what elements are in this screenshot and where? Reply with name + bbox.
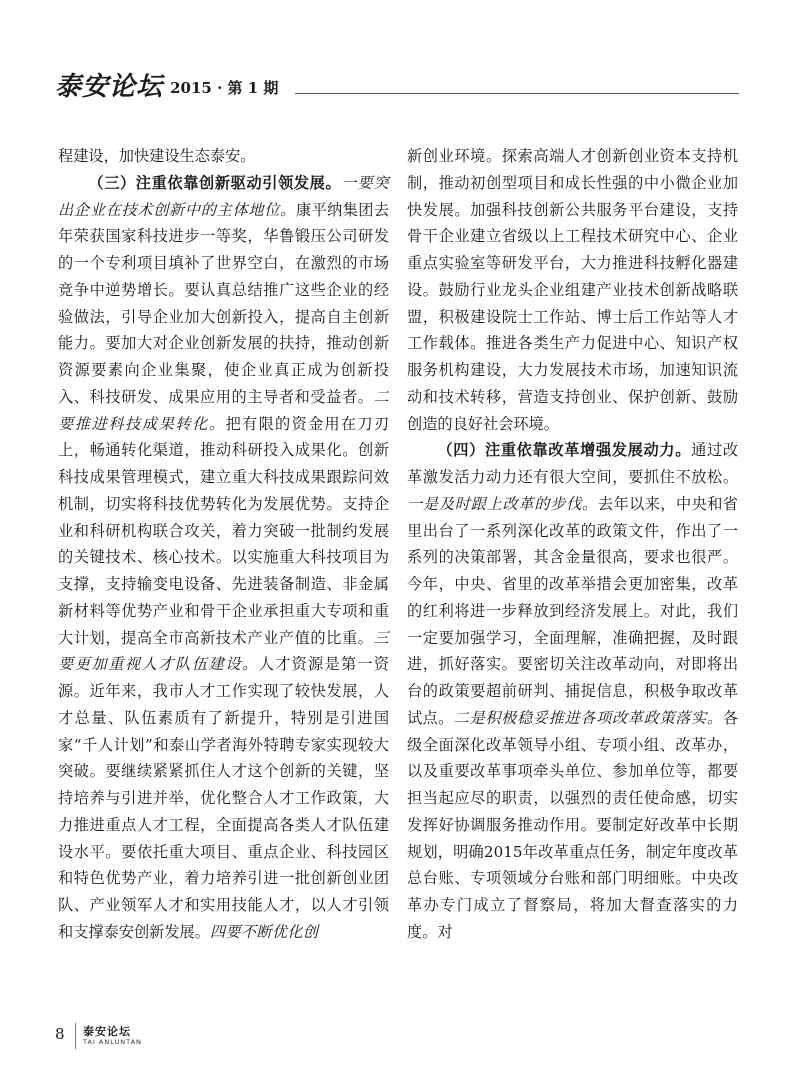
paragraph <box>58 170 389 946</box>
emphasis-text: 三要更加重视人才队伍建设。 <box>58 628 389 674</box>
section-heading: （四）注重依靠改革增强发展动力。 <box>437 441 692 460</box>
body-text: 人才资源是第一资源。近年来，我市人才工作实现了较快发展，人才总量、队伍素质有了新提升，特别是引进国家“千人计划”和泰山学者海外特聘专家实现较大突破。要继续紧紧抓住人才这个创新的关键，坚持培养与引进并举，优化整合人才工作政策，大力推进重点人才工程，全面提高各类人才队伍建设水平。要依托重大项目、重点企业、科技园区和特色优势产业，着力培养引进一批创新创业团队、产业领军人才和实用技能人才，以人才引领和支撑泰安创新发展。 <box>58 655 389 941</box>
emphasis-text: 一要突出企业在技术创新中的主体地位。 <box>58 173 389 219</box>
body-text: 康平纳集团去年荣获国家科技进步一等奖，华鲁锻压公司研发的一个专利项目填补了世界空白，在激烈的市场竞争中逆势增长。要认真总结推广这些企业的经验做法，引导企业加大创新投入，提高自主创新能力。要加大对企业创新发展的扶持，推动创新资源要素向企业集聚，使企业真正成为创新投入、科技研发、成果应用的主导者和受益者。 <box>58 200 390 406</box>
section-heading: （三）注重依靠创新驱动引领发展。 <box>88 173 342 192</box>
body-text: 把有限的资金用在刀刃上，畅通转化渠道，推动科研投入成果化。创新科技成果管理模式，建立重大科技成果跟踪问效机制，切实将科技优势转化为发展优势。支持企业和科研机构联合攻关，着力突破一批制约发展的关键技术、核心技术。以实施重大科技项目为支撑，支持输变电设备、先进装备制造、非金属新材料等优势产业和骨干企业承担重大专项和重大计划，提高全市高新技术产业产值的比重。 <box>58 414 390 647</box>
page-footer <box>55 1023 255 1053</box>
left-column <box>58 143 389 946</box>
page-number: 8 <box>55 1025 65 1043</box>
paragraph: 新创业环境。探索高端人才创新创业资本支持机制，推动初创型项目和成长性强的中小微企业加快发展。加强科技创新公共服务平台建设，支持骨干企业建立省级以上工程技术研究中心、企业重点实验室等研发平台，大力推进科技孵化器建设。鼓励行业龙头企业组建产业技术创新战略联盟，积极建设院士工作站、博士后工作站等人才工作载体。推进各类生产力促进中心、知识产权服务机构建设，大力发展技术市场，加速知识流动和技术转移，营造支持创业、保护创新、鼓励创造的良好社会环境。 <box>407 147 738 433</box>
emphasis-text: 二要推进科技成果转化。 <box>58 387 389 433</box>
masthead <box>55 72 278 105</box>
emphasis-text: 二是积极稳妥推进各项改革政策落实。 <box>453 708 723 727</box>
body-text: 通过改革激发活力动力还有很大空间，要抓住不放松。 <box>407 441 739 486</box>
issue-info: 2015 · 第 1 期 <box>170 79 279 97</box>
body-text: 去年以来，中央和省里出台了一系列深化改革的政策文件，作出了一系列的决策部署，其含金量很高，要求也很严。今年，中央、省里的改革举措会更加密集，改革的红利将进一步释放到经济发展上。对此，我们一定要加强学习，全面理解，准确把握，及时跟进，抓好落实。要密切关注改革动向，对即将出台的政策要超前研判、捕捉信息，积极争取改革试点。 <box>407 494 738 727</box>
body-text: 各级全面深化改革领导小组、专项小组、改革办，以及重要改革事项牵头单位、参加单位等，都要担当起应尽的职责，以强烈的责任使命感，切实发挥好协调服务推动作用。要制定好改革中长期规划，明确2015年改革重点任务，制定年度改革总台账、专项领域分台账和部门明细账。中央改革办专门成立了督察局，将加大督查落实的力度。对 <box>407 708 738 941</box>
page-header <box>55 72 739 102</box>
right-column <box>407 143 738 946</box>
emphasis-text: 一是及时跟上改革的步伐。 <box>407 494 598 513</box>
footer-journal-title: 泰安论坛 <box>83 1025 131 1038</box>
footer-journal-pinyin: TAI ANLUNTAN <box>83 1038 142 1046</box>
paragraph: 程建设，加快建设生态泰安。 <box>58 147 256 165</box>
journal-name: 泰安论坛 <box>55 72 164 102</box>
paragraph <box>407 437 738 945</box>
emphasis-text: 四要不断优化创 <box>209 922 319 941</box>
footer-divider <box>75 1023 76 1049</box>
header-rule <box>295 93 739 94</box>
